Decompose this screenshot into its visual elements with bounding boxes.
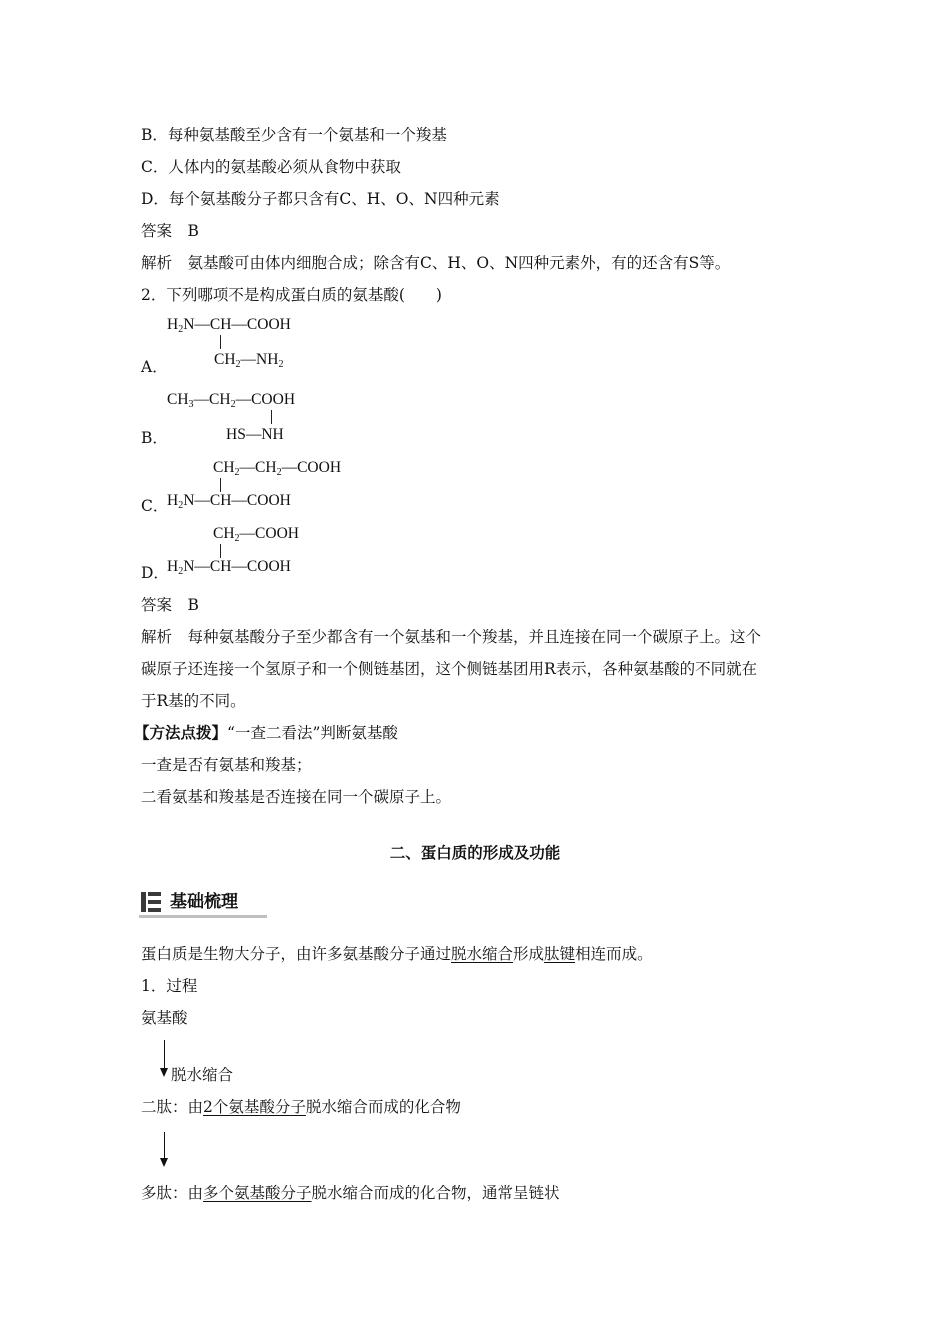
formula-b-main: $CH_3—CH_2—COOH$ xyxy=(167,391,296,410)
option-label-c: C． xyxy=(141,497,169,515)
option-d: D．每个氨基酸分子都只含有C、H、O、N四种元素 xyxy=(141,190,500,208)
option-b: B．每种氨基酸至少含有一个氨基和一个羧基 xyxy=(141,126,447,144)
option-label-a: A． xyxy=(141,358,168,376)
formula-b-bond xyxy=(271,410,272,424)
basics-heading-label: 基础梳理 xyxy=(170,892,238,912)
polypeptide-line: 多肽：由多个氨基酸分子脱水缩合而成的化合物，通常呈链状 xyxy=(141,1184,560,1202)
arrow-down-icon-2 xyxy=(164,1132,165,1160)
heading-underline xyxy=(139,915,267,918)
arrowhead-icon-2 xyxy=(160,1158,168,1167)
arrow-label: 脱水缩合 xyxy=(171,1066,234,1084)
formula-a-main: $H_2N—CH—COOH$ xyxy=(167,316,291,335)
analysis-1: 解析 氨基酸可由体内细胞合成；除含有C、H、O、N四种元素外，有的还含有S等。 xyxy=(141,254,731,272)
basics-intro: 蛋白质是生物大分子，由许多氨基酸分子通过脱水缩合形成肽键相连而成。 xyxy=(141,945,653,963)
answer-2: 答案 B xyxy=(141,596,199,614)
method-line-2: 二看氨基和羧基是否连接在同一个碳原子上。 xyxy=(141,788,452,806)
option-c: C．人体内的氨基酸必须从食物中获取 xyxy=(141,158,401,176)
arrowhead-icon xyxy=(160,1068,168,1077)
formula-a-bond xyxy=(220,335,221,349)
analysis-2-line-3: 于R基的不同。 xyxy=(141,692,246,710)
formula-d-bond xyxy=(220,544,221,558)
formula-d-main: $H_2N—CH—COOH$ xyxy=(167,558,291,577)
arrow-down-icon xyxy=(164,1040,165,1070)
analysis-2-line-2: 碳原子还连接一个氢原子和一个侧链基团，这个侧链基团用R表示，各种氨基酸的不同就在 xyxy=(141,660,758,678)
step-amino-acid: 氨基酸 xyxy=(141,1009,188,1027)
basics-heading xyxy=(139,890,267,918)
formula-c-main: $H_2N—CH—COOH$ xyxy=(167,492,291,511)
list-icon xyxy=(141,892,161,912)
formula-a-side: $CH_2—NH_2$ xyxy=(214,351,284,370)
formula-c-bond xyxy=(220,478,221,492)
option-label-b: B． xyxy=(141,429,168,447)
option-label-d: D． xyxy=(141,564,169,582)
method-tip xyxy=(134,723,398,743)
process-title: 1．过程 xyxy=(141,977,198,995)
analysis-2-line-1: 解析 每种氨基酸分子至少都含有一个氨基和一个羧基，并且连接在同一个碳原子上。这个 xyxy=(141,628,762,646)
method-line-1: 一查是否有氨基和羧基； xyxy=(141,756,312,774)
question-2-stem: 2．下列哪项不是构成蛋白质的氨基酸( ) xyxy=(141,286,442,304)
formula-d-top: $CH_2—COOH$ xyxy=(213,525,299,544)
dipeptide-line: 二肽：由2个氨基酸分子脱水缩合而成的化合物 xyxy=(141,1098,461,1116)
section-title: 二、蛋白质的形成及功能 xyxy=(389,843,561,862)
formula-b-side: HS—NH xyxy=(226,426,284,443)
method-tip-title: 【方法点拨】 xyxy=(134,723,228,742)
formula-c-top: $CH_2—CH_2—COOH$ xyxy=(213,459,342,478)
answer-1: 答案 B xyxy=(141,222,199,240)
method-tip-rest: “一查二看法”判断氨基酸 xyxy=(227,724,398,742)
